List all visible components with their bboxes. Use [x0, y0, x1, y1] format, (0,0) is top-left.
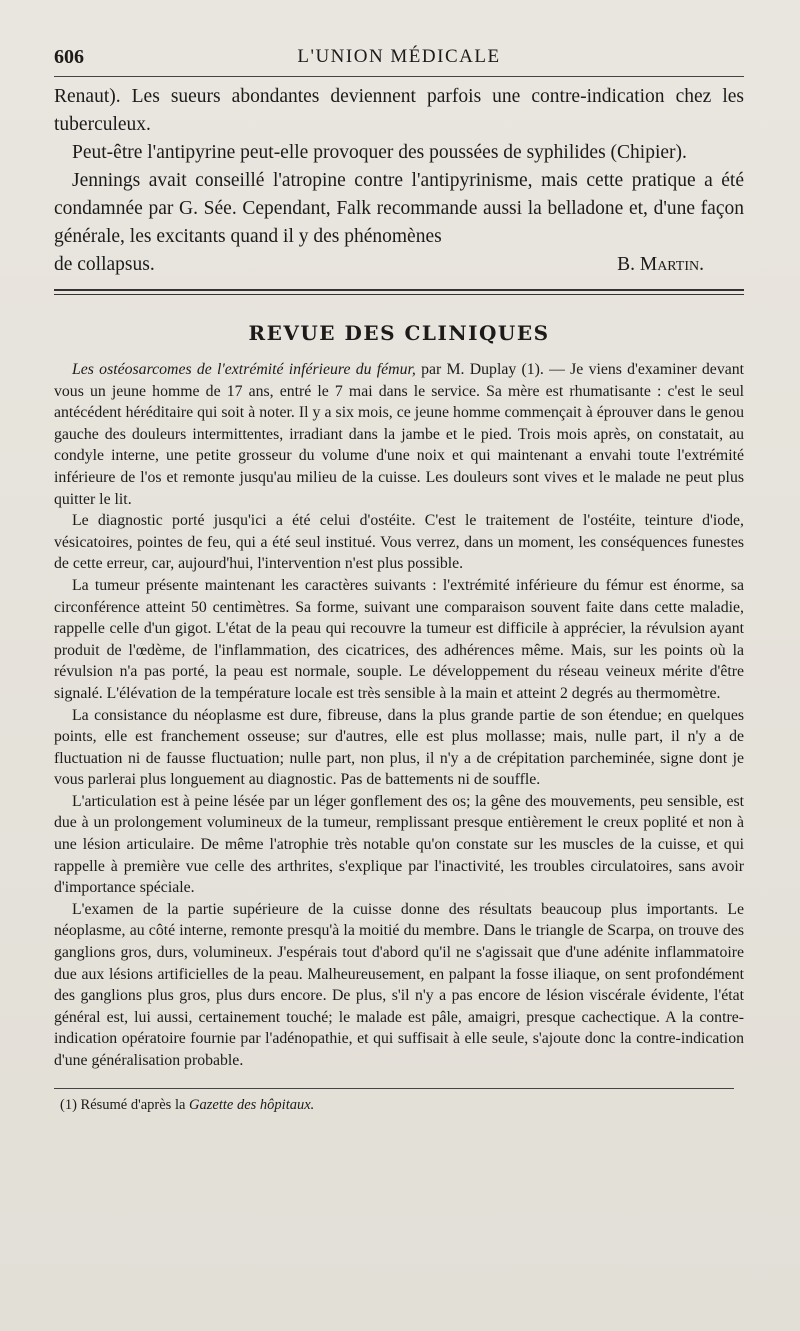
continued-article: [54, 83, 744, 279]
paragraph: L'examen de la partie supérieure de la cuisse donne des résultats beaucoup plus importants. Le néoplasme, au côté interne, remonte presqu'à la moitié du membre. Dans le triangle de Scarpa, on trouve des ganglions gros, durs, volumineux. J'espérais tout d'abord qu'il ne s'agissait que d'une adénite inflammatoire due aux lésions artificielles de la peau. Malheureusement, en palpant la fosse iliaque, on sent profondément des ganglions plus gros, plus durs encore. De plus, s'il n'y a pas encore de lésion viscérale évidente, l'état général est, lui aussi, certainement touché; le malade est pâle, amaigri, presque cachectique. A la contre-indication opératoire fournie par l'adénopathie, et qui suffisait à elle seule, s'ajoute donc la contre-indication d'une généralisation probable.: [54, 900, 744, 1069]
footnote: [54, 1097, 744, 1114]
paragraph: Le diagnostic porté jusqu'ici a été celui d'ostéite. C'est le traitement de l'ostéite, teinture d'iode, vésicatoires, pointes de feu, qui a été seul institué. Vous verrez, dans un moment, les conséquences funestes de cette erreur, car, aujourd'hui, l'intervention n'est plus possible.: [54, 512, 744, 573]
author-signature: B. Martin.: [617, 254, 704, 275]
closing-text: de collapsus.: [54, 254, 155, 275]
footnote-source: Gazette des hôpitaux.: [189, 1096, 315, 1113]
paragraph-text: — Je viens d'examiner devant vous un jeune homme de 17 ans, entré le 7 mai dans le service. Sa mère est rhumatisante : c'est le seul antécédent héréditaire qui soit à noter. Il y a six mois, ce jeune homme commençait à éprouver dans le genou gauche des douleurs intermittentes, irradiant dans la jambe et le pied. Trois mois après, on constatait, au condyle interne, une petite grosseur du volume d'une noix et qui maintenant a envahi toute l'extrémité inférieure de l'os et remonte jusqu'au milieu de la cuisse. Les douleurs sont vives et le malade ne peut plus quitter le lit.: [54, 361, 745, 508]
section-title: REVUE DES CLINIQUES: [248, 321, 550, 345]
clinical-review-article: [54, 359, 744, 1072]
paragraph: La tumeur présente maintenant les caractères suivants : l'extrémité inférieure du fémur est énorme, sa circonférence atteint 50 centimètres. Sa forme, suivant une comparaison souvent faite dans cette maladie, rappelle celle d'un gigot. L'état de la peau qui recouvre la tumeur est difficile à apprécier, la révulsion ayant produit de l'œdème, de l'inflammation, des cicatrices, des adhérences même. Mais, sur les points où la révulsion n'a pas porté, la peau est normale, souple. Le développement du réseau veineux mérite d'être signalé. L'élévation de la température locale est très sensible à la main et atteint 2 degrés au thermomètre.: [54, 576, 744, 702]
paragraph: Jennings avait conseillé l'atropine contre l'antipyrinisme, mais cette pratique a été condamnée par G. Sée. Cependant, Falk recommande aussi la belladone et, d'une façon générale, les excitants quand il y des phénomènes: [54, 170, 744, 247]
running-title: L'UNION MÉDICALE: [297, 46, 501, 67]
footnote-rule: [54, 1088, 734, 1089]
page-header: [54, 42, 744, 76]
header-rule: [54, 76, 744, 77]
article-title: Les ostéosarcomes de l'extrémité inférieure du fémur,: [72, 361, 416, 378]
section-divider: [54, 289, 744, 295]
lead-paragraph: [54, 359, 744, 510]
paragraph: Peut-être l'antipyrine peut-elle provoquer des poussées de syphilides (Chipier).: [72, 142, 687, 163]
paragraph: La consistance du néoplasme est dure, fibreuse, dans la plus grande partie de son étendue; en quelques points, elle est franchement osseuse; sur d'autres, elle est plus mollasse; mais, nulle part, il n'y a de fluctuation ni de fausse fluctuation; nulle part, non plus, il n'y a de crépitation parcheminée, signe dont je vous parlerai plus longuement au diagnostic. Pas de battements ni de souffle.: [54, 706, 744, 789]
page-number: 606: [54, 46, 84, 68]
closing-line: [54, 251, 744, 279]
footnote-prefix: (1) Résumé d'après la: [60, 1096, 186, 1113]
article-author: par M. Duplay (1).: [421, 361, 544, 378]
paragraph: L'articulation est à peine lésée par un léger gonflement des os; la gêne des mouvements, peu sensible, est due à un prolongement volumineux de la tumeur, remplissant presque entièrement le creux poplité et non à une lésion articulaire. De même l'atrophie très notable qu'on constate sur les muscles de la cuisse, et qui rappelle à première vue celle des arthrites, s'explique par l'inactivité, les troubles circulatoires, sans avoir d'importance spéciale.: [54, 792, 744, 897]
paragraph: Renaut). Les sueurs abondantes deviennent parfois une contre-indication chez les tuberculeux.: [54, 86, 744, 135]
